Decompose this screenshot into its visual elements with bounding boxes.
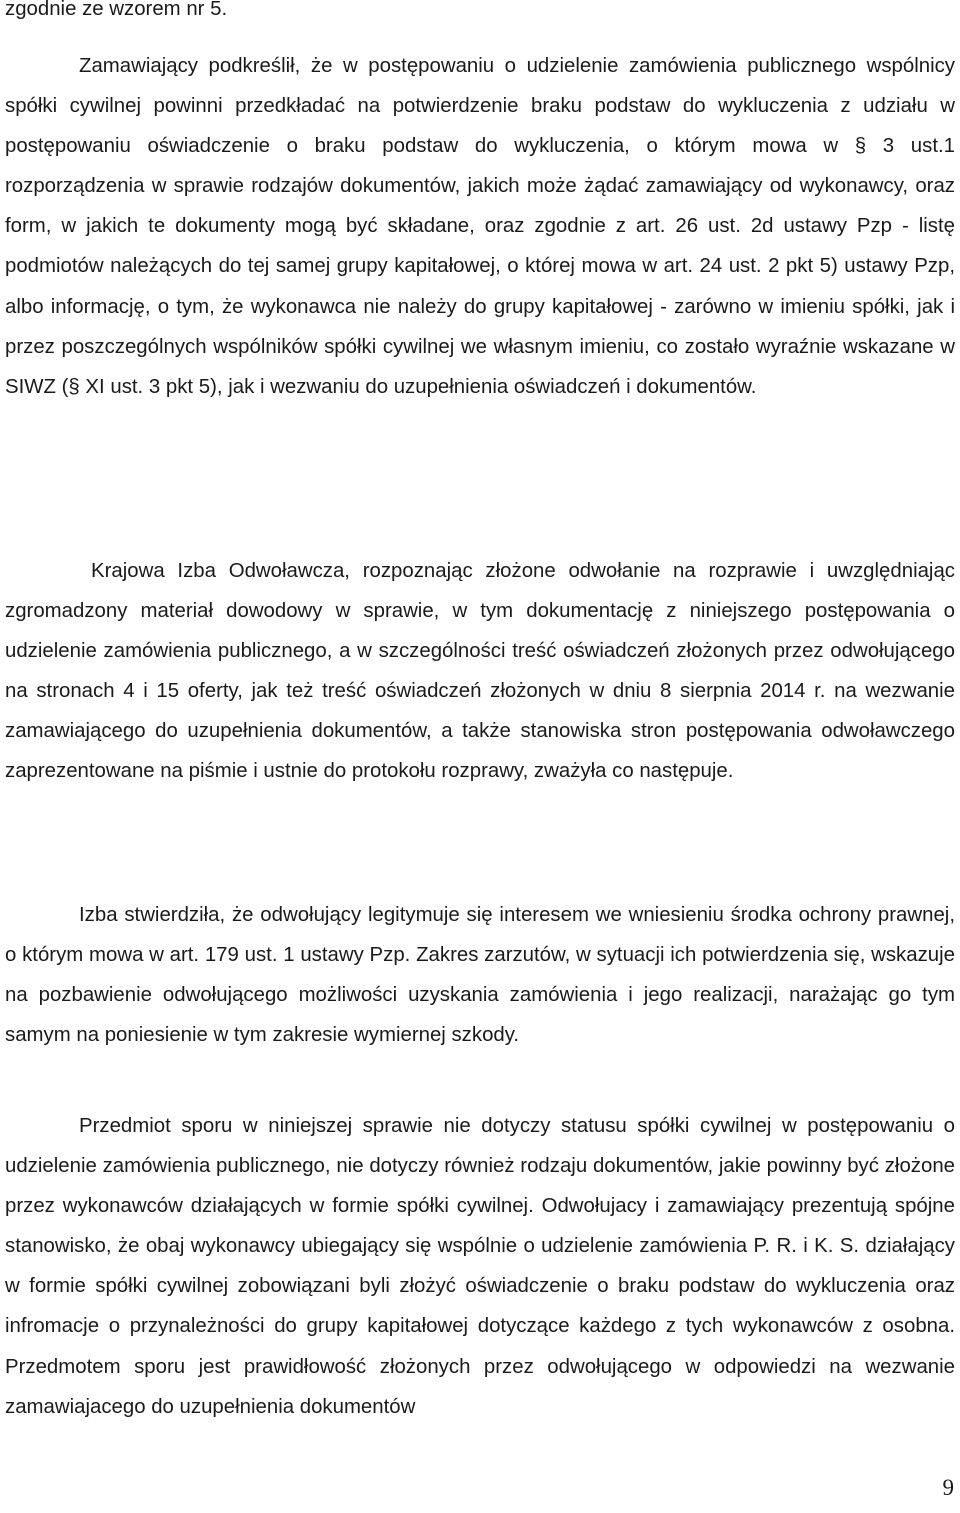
paragraph-krajowa-izba: Krajowa Izba Odwoławcza, rozpoznając złożone odwołanie na rozprawie i uwzględniając zgromadzony materiał dowodowy w sprawie, w tym dokumentację z niniejszego postępowania o udzielenie zamówienia publicznego, a w szczególności treść oświadczeń złożonych przez odwołującego na stronach 4 i 15 oferty, jak też treść oświadczeń złożonych w dniu 8 sierpnia 2014 r. na wezwanie zamawiającego do uzupełnienia dokumentów, a także stanowiska stron postępowania odwoławczego zaprezentowane na piśmie i ustnie do protokołu rozprawy, zważyła co następuje. [5, 560, 955, 783]
page-number: 9 [942, 1475, 954, 1500]
paragraph-zamawiajacy: Zamawiający podkreślił, że w postępowaniu o udzielenie zamówienia publicznego wspólnicy spółki cywilnej powinni przedkładać na potwierdzenie braku podstaw do wykluczenia z udziału w postępowaniu oświadczenie o braku podstaw do wykluczenia, o którym mowa w § 3 ust.1 rozporządzenia w sprawie rodzajów dokumentów, jakich może żądać zamawiający od wykonawcy, oraz form, w jakich te dokumenty mogą być składane, oraz zgodnie z art. 26 ust. 2d ustawy Pzp - listę podmiotów należących do tej samej grupy kapitałowej, o której mowa w art. 24 ust. 2 pkt 5) ustawy Pzp, albo informację, o tym, że wykonawca nie należy do grupy kapitałowej - zarówno w imieniu spółki, jak i przez poszczególnych wspólników spółki cywilnej we własnym imieniu, co zostało wyraźnie wskazane w SIWZ (§ XI ust. 3 pkt 5), jak i wezwaniu do uzupełnienia oświadczeń i dokumentów. [5, 55, 955, 398]
paragraph-continuation: zgodnie ze wzorem nr 5. [5, 0, 228, 20]
paragraph-przedmiot-sporu: Przedmiot sporu w niniejszej sprawie nie dotyczy statusu spółki cywilnej w postępowaniu o udzielenie zamówienia publicznego, nie dotyczy również rodzaju dokumentów, jakie powinny być złożone przez wykonawców działających w formie spółki cywilnej. Odwołujacy i zamawiający prezentują spójne stanowisko, że obaj wykonawcy ubiegający się wspólnie o udzielenie zamówienia P. R. i K. S. działający w formie spółki cywilnej zobowiązani byli złożyć oświadczenie o braku podstaw do wykluczenia oraz infromacje o przynależności do grupy kapitałowej dotyczące każdego z tych wykonawców z osobna. Przedmotem sporu jest prawidłowość złożonych przez odwołującego w odpowiedzi na wezwanie zamawiajacego do uzupełnienia dokumentów [5, 1115, 955, 1418]
paragraph-izba-stwierdzila: Izba stwierdziła, że odwołujący legitymuje się interesem we wniesieniu środka ochrony prawnej, o którym mowa w art. 179 ust. 1 ustawy Pzp. Zakres zarzutów, w sytuacji ich potwierdzenia się, wskazuje na pozbawienie odwołującego możliwości uzyskania zamówienia i jego realizacji, narażając go tym samym na poniesienie w tym zakresie wymiernej szkody. [5, 904, 955, 1047]
